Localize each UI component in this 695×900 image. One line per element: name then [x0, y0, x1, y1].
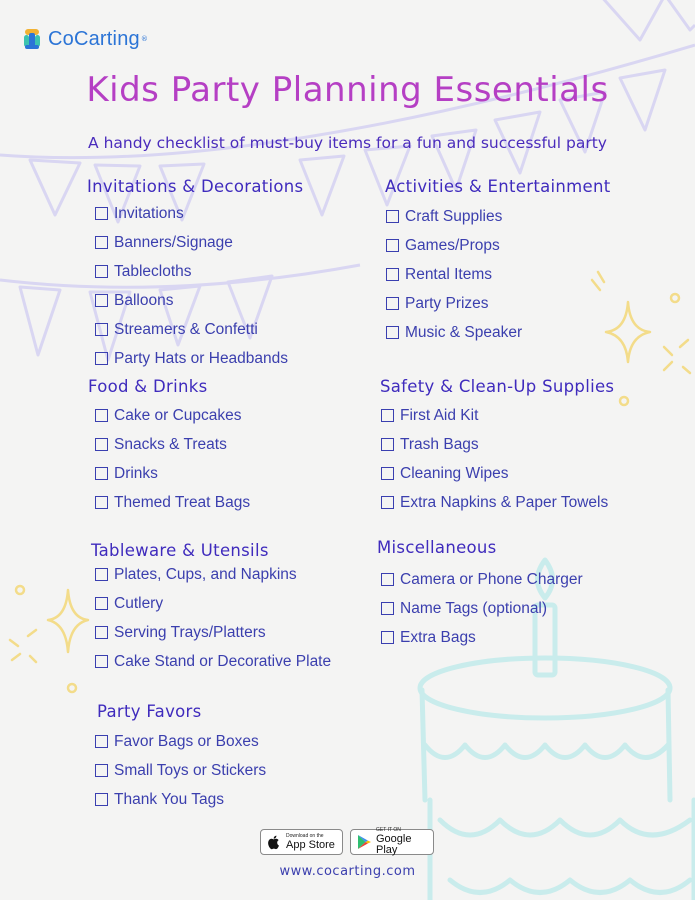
checkbox[interactable]: [95, 352, 108, 365]
checkbox[interactable]: [381, 631, 394, 644]
checkbox[interactable]: [95, 496, 108, 509]
section-title: Activities & Entertainment: [385, 177, 611, 196]
item-label: Cutlery: [114, 594, 164, 612]
section-miscellaneous: [377, 538, 583, 652]
app-store-big-label: App Store: [286, 838, 335, 851]
section-title: Safety & Clean-Up Supplies: [380, 377, 615, 396]
section-tableware-utensils: [91, 541, 331, 676]
checklist-item: [95, 199, 303, 228]
item-label: Cleaning Wipes: [400, 464, 509, 482]
item-label: Snacks & Treats: [114, 435, 227, 453]
checkbox[interactable]: [95, 793, 108, 806]
checklist-item: [386, 318, 611, 347]
checklist-item: [381, 623, 583, 652]
item-label: Extra Bags: [400, 628, 476, 646]
item-label: Serving Trays/Platters: [114, 623, 266, 641]
checklist-item: [386, 231, 611, 260]
app-store-small-label: Download on the: [286, 832, 324, 839]
checklist: [381, 401, 614, 517]
page-subtitle: A handy checklist of must-buy items for a fun and successful party: [88, 134, 607, 152]
item-label: Banners/Signage: [114, 233, 233, 251]
item-label: Balloons: [114, 291, 174, 309]
item-label: Name Tags (optional): [400, 599, 548, 617]
item-label: Drinks: [114, 464, 158, 482]
checkbox[interactable]: [95, 764, 108, 777]
checklist-item: [95, 257, 303, 286]
app-store-badge[interactable]: [260, 829, 343, 855]
section-invitations-decorations: [87, 177, 303, 373]
section-title: Invitations & Decorations: [87, 177, 304, 196]
checkbox[interactable]: [381, 496, 394, 509]
item-label: Rental Items: [405, 265, 493, 283]
checklist-item: [381, 430, 614, 459]
checklist-item: [381, 565, 583, 594]
cocarting-logo-icon: [22, 27, 42, 51]
checklist-item: [386, 260, 611, 289]
checklist: [386, 202, 611, 347]
checklist-item: [95, 756, 266, 785]
checkbox[interactable]: [386, 210, 399, 223]
item-label: Themed Treat Bags: [114, 493, 251, 511]
checkbox[interactable]: [95, 626, 108, 639]
checklist-item: [381, 401, 614, 430]
checklist-item: [95, 228, 303, 257]
checkbox[interactable]: [95, 467, 108, 480]
item-label: Music & Speaker: [405, 323, 523, 341]
section-activities-entertainment: [385, 177, 611, 347]
item-label: Games/Props: [405, 236, 500, 254]
item-label: Invitations: [114, 204, 184, 222]
section-title: Miscellaneous: [377, 538, 497, 557]
checkbox[interactable]: [381, 602, 394, 615]
checklist-item: [95, 589, 331, 618]
checkbox[interactable]: [386, 268, 399, 281]
checklist-item: [95, 647, 331, 676]
item-label: Party Prizes: [405, 294, 489, 312]
checklist-item: [95, 315, 303, 344]
item-label: Favor Bags or Boxes: [114, 732, 259, 750]
google-play-text: [376, 828, 427, 856]
section-party-favors: [97, 702, 266, 814]
checklist-item: [381, 488, 614, 517]
checkbox[interactable]: [95, 597, 108, 610]
checkbox[interactable]: [386, 326, 399, 339]
checklist: [381, 565, 583, 652]
checkbox[interactable]: [95, 409, 108, 422]
checklist: [95, 560, 331, 676]
google-play-big-label: Google Play: [376, 833, 412, 856]
section-title: Tableware & Utensils: [91, 541, 269, 560]
apple-icon: [265, 833, 283, 851]
app-store-text: [286, 834, 335, 851]
google-play-icon: [355, 833, 373, 851]
page-title: Kids Party Planning Essentials: [86, 70, 609, 110]
checklist-item: [381, 594, 583, 623]
checklist-item: [386, 202, 611, 231]
section-title: Party Favors: [97, 702, 202, 721]
checkbox[interactable]: [386, 297, 399, 310]
checkbox[interactable]: [95, 735, 108, 748]
section-title: Food & Drinks: [88, 377, 208, 396]
checkbox[interactable]: [95, 568, 108, 581]
checklist-item: [386, 289, 611, 318]
section-food-drinks: [88, 377, 250, 517]
item-label: Streamers & Confetti: [114, 320, 258, 338]
brand-name: CoCarting: [48, 27, 140, 50]
checklist-item: [95, 560, 331, 589]
checklist-item: [95, 401, 250, 430]
checklist-item: [95, 286, 303, 315]
item-label: Tablecloths: [114, 262, 192, 280]
checklist: [95, 199, 303, 373]
checklist: [95, 401, 250, 517]
item-label: Thank You Tags: [114, 790, 225, 808]
checkbox[interactable]: [95, 323, 108, 336]
item-label: Party Hats or Headbands: [114, 349, 289, 367]
checkbox[interactable]: [95, 265, 108, 278]
brand-reg-mark: ®: [140, 35, 148, 43]
section-safety-cleanup: [380, 377, 614, 517]
checkbox[interactable]: [381, 438, 394, 451]
checklist-item: [95, 488, 250, 517]
item-label: Small Toys or Stickers: [114, 761, 267, 779]
checkbox[interactable]: [95, 655, 108, 668]
checkbox[interactable]: [95, 294, 108, 307]
item-label: Cake or Cupcakes: [114, 406, 242, 424]
checkbox[interactable]: [95, 438, 108, 451]
brand-logo: [22, 27, 148, 51]
store-badges: [260, 829, 434, 855]
item-label: First Aid Kit: [400, 406, 479, 424]
checklist-item: [95, 430, 250, 459]
checklist-item: [381, 459, 614, 488]
checklist-item: [95, 459, 250, 488]
checklist-item: [95, 785, 266, 814]
item-label: Plates, Cups, and Napkins: [114, 565, 297, 583]
website-link[interactable]: www.cocarting.com: [279, 864, 416, 879]
item-label: Extra Napkins & Paper Towels: [400, 493, 609, 511]
checkbox[interactable]: [381, 573, 394, 586]
google-play-small-label: GET IT ON: [376, 827, 401, 833]
checklist-item: [95, 618, 331, 647]
google-play-badge[interactable]: [350, 829, 434, 855]
checklist-item: [95, 727, 266, 756]
checkbox[interactable]: [381, 467, 394, 480]
checkbox[interactable]: [386, 239, 399, 252]
checkbox[interactable]: [95, 236, 108, 249]
item-label: Craft Supplies: [405, 207, 503, 225]
checklist: [95, 727, 266, 814]
item-label: Camera or Phone Charger: [400, 570, 583, 588]
checklist-item: [95, 344, 303, 373]
checkbox[interactable]: [95, 207, 108, 220]
checkbox[interactable]: [381, 409, 394, 422]
item-label: Trash Bags: [400, 435, 479, 453]
item-label: Cake Stand or Decorative Plate: [114, 652, 332, 670]
